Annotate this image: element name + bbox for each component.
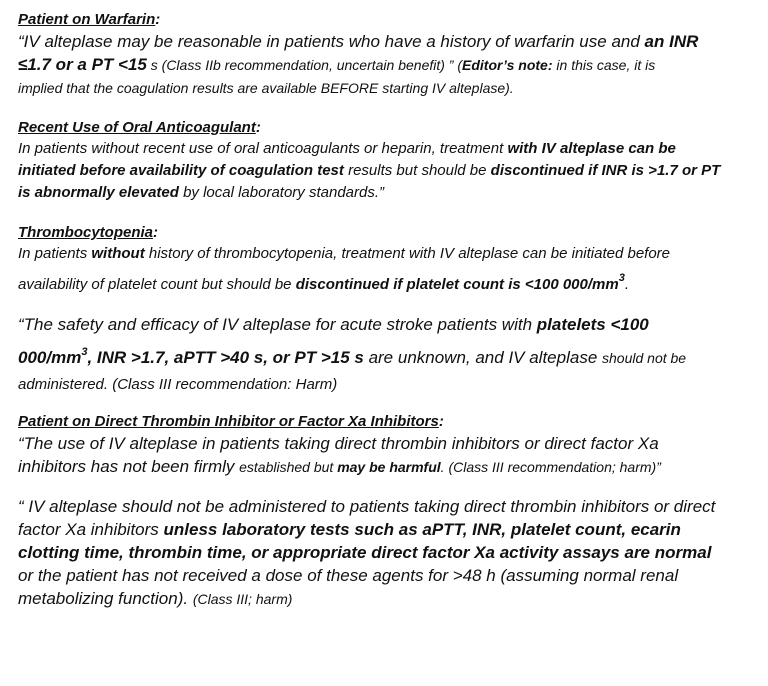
warfarin-line-3: implied that the coagulation results are available BEFORE starting IV alteplase). xyxy=(18,80,514,96)
section-direct-thrombin-inhibitor xyxy=(18,412,754,611)
thrombo-quote-line-2: $000/mm^3$, INR >1.7, aPTT >40 s, or PT >15 s are unknown, and IV alteplase should not be xyxy=(18,346,687,367)
thrombo-quote-line-3: administered. (Class III recommendation: Harm) xyxy=(18,376,338,393)
section-heading-warfarin: Patient on Warfarin: xyxy=(18,11,161,28)
warfarin-line-1: “IV alteplase may be reasonable in patients who have a history of warfarin use and an INR xyxy=(18,32,699,51)
section-thrombocytopenia xyxy=(18,223,754,396)
dti-quote-line-2: factor Xa inhibitors unless laboratory tests such as aPTT, INR, platelet count, ecarin xyxy=(18,520,681,539)
warfarin-line-2: ≤1.7 or a PT <15 s (Class IIb recommendation, uncertain benefit) ” (Editor’s note: in this case, it is xyxy=(18,55,656,74)
oral-line-1: In patients without recent use of oral anticoagulants or heparin, treatment with IV alteplase can be xyxy=(18,140,676,157)
section-heading-thrombocytopenia: Thrombocytopenia: xyxy=(18,224,159,241)
dti-quote-line-3: clotting time, thrombin time, or appropriate direct factor Xa activity assays are normal xyxy=(18,543,712,562)
thrombo-quote-line-1: “The safety and efficacy of IV alteplase for acute stroke patients with platelets <100 xyxy=(18,315,649,334)
dti-quote-line-4: or the patient has not received a dose of these agents for >48 h (assuming normal renal xyxy=(18,566,679,585)
thrombo-line-2: availability of platelet count but should be discontinued if platelet count is <100 $000/mm^3$. xyxy=(18,272,629,293)
dti-line-1: “The use of IV alteplase in patients taking direct thrombin inhibitors or direct factor Xa xyxy=(18,434,659,453)
section-heading-oral-anticoagulant: Recent Use of Oral Anticoagulant: xyxy=(18,119,261,136)
oral-line-3: is abnormally elevated by local laboratory standards.” xyxy=(18,184,385,201)
dti-quote-line-1: “ IV alteplase should not be administered to patients taking direct thrombin inhibitors or direct xyxy=(18,497,716,516)
section-heading-direct-thrombin-inhibitor: Patient on Direct Thrombin Inhibitor or Factor Xa Inhibitors: xyxy=(18,413,444,430)
dti-quote-line-5: metabolizing function). (Class III; harm) xyxy=(18,589,293,608)
dti-line-2: inhibitors has not been firmly established but may be harmful. (Class III recommendation; harm)” xyxy=(18,457,661,476)
section-warfarin xyxy=(18,10,754,99)
document-body xyxy=(18,10,754,611)
thrombo-line-1: In patients without history of thrombocytopenia, treatment with IV alteplase can be initiated before xyxy=(18,245,671,262)
oral-line-2: initiated before availability of coagulation test results but should be discontinued if INR is >1.7 or PT xyxy=(18,162,721,179)
section-oral-anticoagulant xyxy=(18,118,754,204)
